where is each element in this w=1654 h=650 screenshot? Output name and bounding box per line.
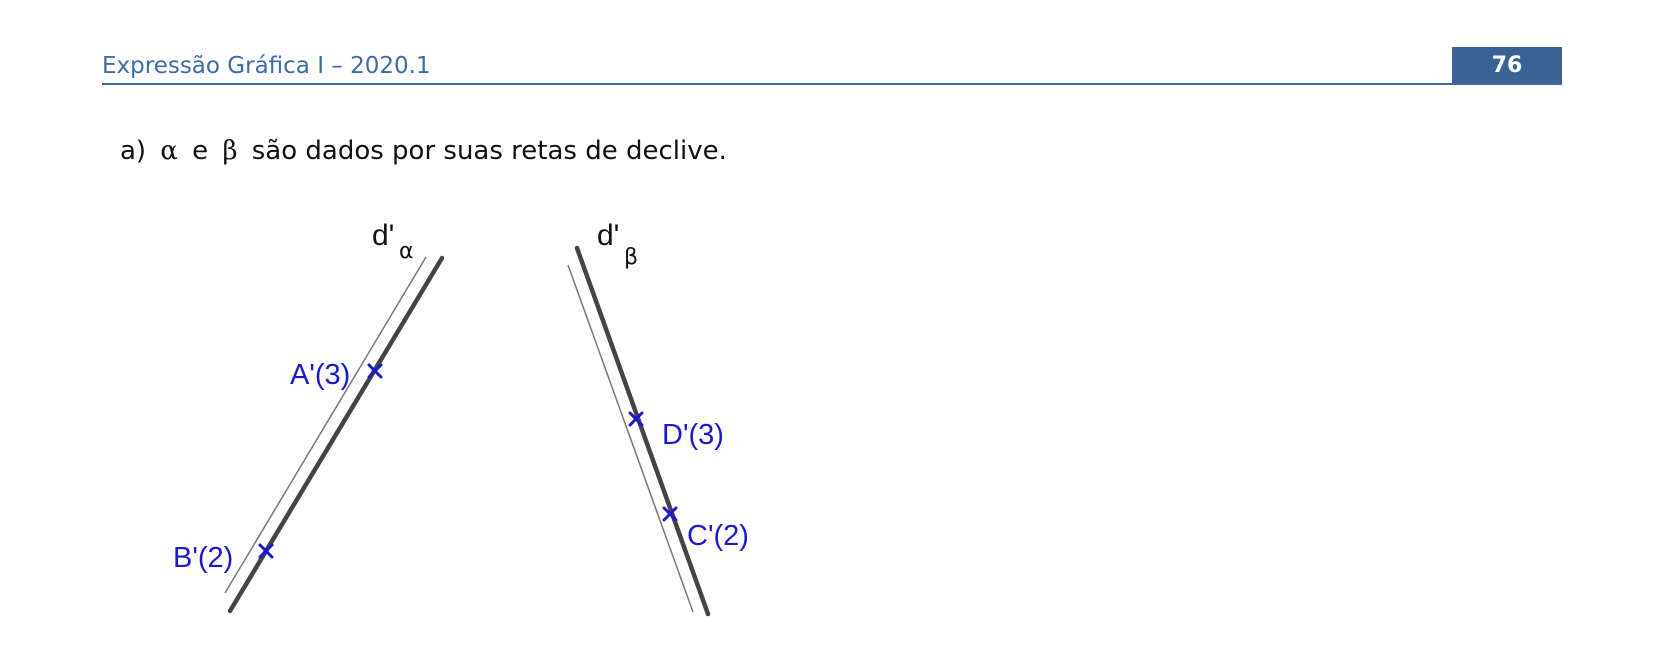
item-letter: a) [120,136,147,166]
statement-text: são dados por suas retas de declive. [251,136,727,166]
alpha-symbol: α [160,136,178,166]
alpha-thin-line [225,257,426,593]
page-number-badge: 76 [1452,47,1562,85]
point-label-c: C'(2) [687,520,749,552]
conjunction: e [192,136,209,166]
line-label-d-alpha: d' [372,219,395,252]
point-label-d: D'(3) [662,419,724,451]
line-label-beta-subscript: β [624,245,639,270]
line-label-d-beta: d' [597,219,620,252]
header-title: Expressão Gráfica I – 2020.1 [102,53,431,79]
beta-symbol: β [222,136,238,166]
point-label-a: A'(3) [290,359,351,391]
alpha-declive-line [230,258,442,611]
line-label-alpha-subscript: α [399,239,414,264]
point-label-b: B'(2) [173,542,234,574]
